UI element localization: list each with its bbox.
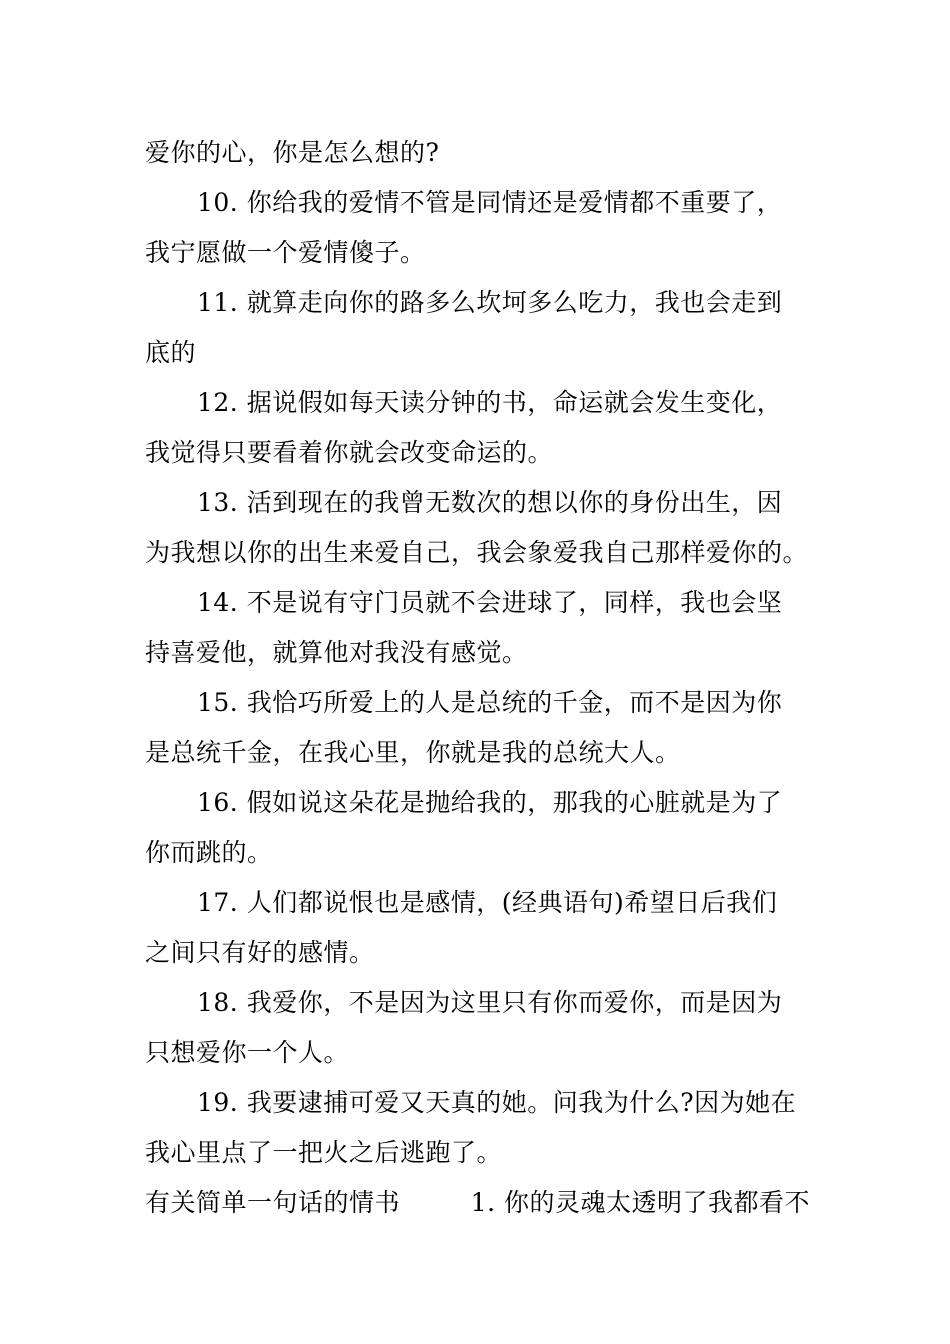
list-item-1: 1. 你的灵魂太透明了我都看不 bbox=[470, 1188, 810, 1217]
text-line: 你而跳的。 bbox=[145, 838, 273, 867]
text-line: 我宁愿做一个爱情傻子。 bbox=[145, 238, 426, 267]
text-line: 我心里点了一把火之后逃跑了。 bbox=[145, 1138, 503, 1167]
text-line: 之间只有好的感情。 bbox=[145, 938, 375, 967]
list-item-11: 11. 就算走向你的路多么坎坷多么吃力，我也会走到 bbox=[197, 288, 783, 317]
text-line: 是总统千金，在我心里，你就是我的总统大人。 bbox=[145, 738, 681, 767]
text-line: 持喜爱他，就算他对我没有感觉。 bbox=[145, 638, 528, 667]
list-item-16: 16. 假如说这朵花是抛给我的，那我的心脏就是为了 bbox=[197, 788, 783, 817]
section-heading-row bbox=[145, 1178, 810, 1228]
text-line: 爱你的心，你是怎么想的? bbox=[145, 138, 440, 167]
list-item-10: 10. 你给我的爱情不管是同情还是爱情都不重要了， bbox=[197, 188, 783, 217]
text-line: 我觉得只要看着你就会改变命运的。 bbox=[145, 438, 554, 467]
list-item-13: 13. 活到现在的我曾无数次的想以你的身份出生，因 bbox=[197, 488, 783, 517]
list-item-12: 12. 据说假如每天读分钟的书，命运就会发生变化， bbox=[197, 388, 783, 417]
text-line: 底的 bbox=[145, 338, 197, 367]
list-item-18: 18. 我爱你，不是因为这里只有你而爱你，而是因为 bbox=[197, 988, 783, 1017]
list-item-14: 14. 不是说有守门员就不会进球了，同样，我也会坚 bbox=[197, 588, 783, 617]
list-item-17: 17. 人们都说恨也是感情，(经典语句)希望日后我们 bbox=[197, 888, 778, 917]
text-line: 只想爱你一个人。 bbox=[145, 1038, 350, 1067]
text-line: 为我想以你的出生来爱自己，我会象爱我自己那样爱你的。 bbox=[145, 538, 809, 567]
list-item-19: 19. 我要逮捕可爱又天真的她。问我为什么?因为她在 bbox=[197, 1088, 797, 1117]
body-text bbox=[145, 128, 810, 1228]
section-heading: 有关简单一句话的情书 bbox=[145, 1188, 401, 1217]
list-item-15: 15. 我恰巧所爱上的人是总统的千金，而不是因为你 bbox=[197, 688, 783, 717]
